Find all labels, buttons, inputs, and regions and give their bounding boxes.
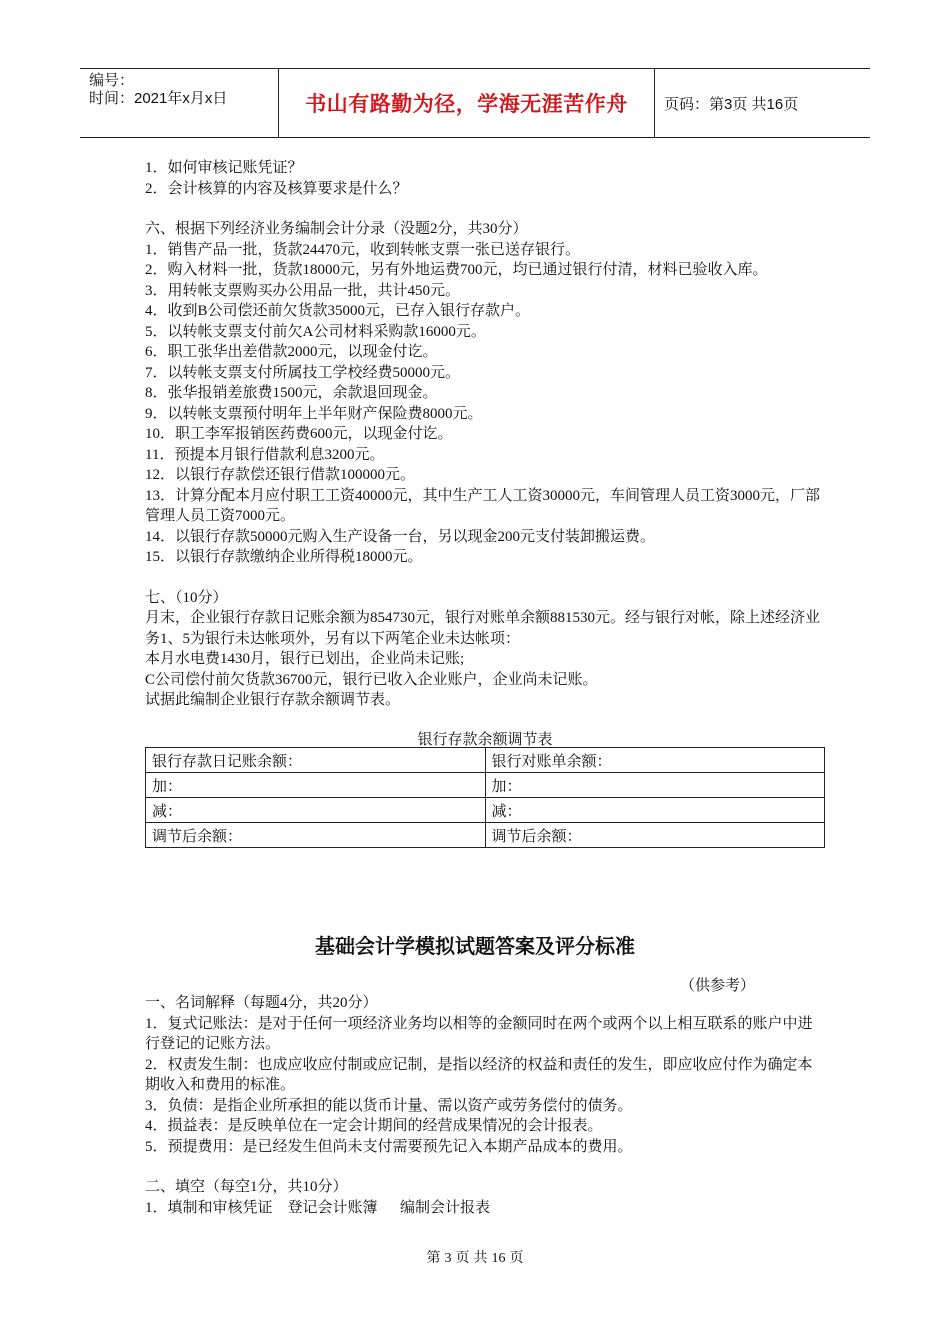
- table-row: [146, 823, 825, 848]
- entry-item: 11．预提本月银行借款利息3200元。: [145, 446, 385, 463]
- question-item: 1．如何审核记账凭证？: [145, 160, 303, 176]
- table-cell: 银行对账单余额：: [485, 748, 825, 773]
- section7-line: 试据此编制企业银行存款余额调节表。: [145, 692, 401, 708]
- upper-content: [145, 158, 825, 711]
- answer-item: 1．复式记账法：是对于任何一项经济业务均以相等的金额同时在两个或两个以上相互联系的账户中进行登记的记账方法。: [145, 1015, 813, 1052]
- entry-item: 9．以转帐支票预付明年上半年财产保险费8000元。: [145, 405, 483, 422]
- answers-title: 基础会计学模拟试题答案及评分标准: [315, 936, 635, 958]
- table-caption: 银行存款余额调节表: [417, 732, 553, 748]
- entry-item: 10．职工李军报销医药费600元，以现金付讫。: [145, 426, 453, 442]
- answer-item: 3．负债：是指企业所承担的能以货币计量、需以资产或劳务偿付的债务。: [145, 1097, 633, 1114]
- number-label: 编号：: [89, 72, 135, 89]
- answer-item: 4．损益表：是反映单位在一定会计期间的经营成果情况的会计报表。: [145, 1118, 603, 1134]
- entry-item: 14．以银行存款50000元购入生产设备一台，另以现金200元支付装卸搬运费。: [145, 528, 656, 545]
- header-meta: [80, 69, 279, 137]
- footer-page-number: 3: [444, 1251, 452, 1266]
- table-cell: 调节后余额：: [146, 823, 486, 848]
- section6-title: 六、根据下列经济业务编制会计分录（没题2分，共30分）: [145, 221, 528, 237]
- reconciliation-table: [145, 747, 825, 848]
- entry-item: 5．以转帐支票支付前欠A公司材料采购款16000元。: [145, 323, 486, 340]
- question-item: 2．会计核算的内容及核算要求是什么？: [145, 180, 408, 197]
- table-cell: 银行存款日记账余额：: [146, 748, 486, 773]
- footer-word: 页: [455, 1251, 470, 1266]
- table-row: [146, 773, 825, 798]
- footer-word: 第: [426, 1251, 441, 1266]
- table-cell: 加：: [485, 773, 825, 798]
- footer-word: 共: [473, 1251, 488, 1266]
- entry-item: 3．用转帐支票购买办公用品一批，共计450元。: [145, 282, 461, 299]
- entry-item: 13．计算分配本月应付职工工资40000元，其中生产工人工资30000元，车间管理人员工资3000元，厂部管理人员工资7000元。: [145, 487, 821, 524]
- part1-title: 一、名词解释（每题4分，共20分）: [145, 995, 378, 1011]
- entry-item: 4．收到B公司偿还前欠货款35000元，已存入银行存款户。: [145, 303, 531, 319]
- entry-item: 15．以银行存款缴纳企业所得税18000元。: [145, 549, 423, 565]
- footer-word: 页: [509, 1251, 524, 1266]
- entry-item: 12．以银行存款偿还银行借款100000元。: [145, 467, 416, 483]
- table-cell: 减：: [485, 798, 825, 823]
- footer-total-pages: 16: [491, 1251, 506, 1266]
- section7-line: 月末，企业银行存款日记账余额为854730元，银行对账单余额881530元。经与银行对帐，除上述经济业务1、5为银行未达帐项外，另有以下两笔企业未达帐项：: [145, 610, 821, 647]
- reference-note: （供参考）: [680, 978, 756, 994]
- table-cell: 减：: [146, 798, 486, 823]
- header-page-info: 页码：第3页 共16页: [664, 95, 799, 113]
- page-header: [80, 68, 870, 138]
- section7-line: C公司偿付前欠货款36700元，银行已收入企业账户，企业尚未记账。: [145, 671, 598, 688]
- entry-item: 7．以转帐支票支付所属技工学校经费50000元。: [145, 364, 461, 381]
- answer-item: 1．填制和审核凭证 登记会计账簿 编制会计报表: [145, 1199, 491, 1216]
- section7-line: 本月水电费1430月，银行已划出，企业尚未记账;: [145, 651, 465, 667]
- table-cell: 调节后余额：: [485, 823, 825, 848]
- header-motto: 书山有路勤为径，学海无涯苦作舟: [279, 69, 655, 137]
- entry-item: 6．职工张华出差借款2000元，以现金付讫。: [145, 344, 438, 360]
- page-footer: [0, 1247, 950, 1267]
- answers-content: [145, 993, 825, 1218]
- entry-item: 1．销售产品一批，货款24470元，收到转帐支票一张已送存银行。: [145, 241, 581, 258]
- entry-item: 8．张华报销差旅费1500元，余款退回现金。: [145, 385, 438, 401]
- answer-item: 2．权责发生制：也成应收应付制或应记制，是指以经济的权益和责任的发生，即应收应付作为确定本期收入和费用的标准。: [145, 1056, 813, 1093]
- section7-title: 七、（10分）: [145, 589, 228, 606]
- table-cell: 加：: [146, 773, 486, 798]
- table-row: [146, 748, 825, 773]
- time-label: 时间：2021年x月x日: [89, 90, 228, 107]
- part2-title: 二、填空（每空1分，共10分）: [145, 1179, 348, 1195]
- table-row: [146, 798, 825, 823]
- answer-item: 5．预提费用：是已经发生但尚未支付需要预先记入本期产品成本的费用。: [145, 1138, 633, 1155]
- entry-item: 2．购入材料一批，货款18000元，另有外地运费700元，均已通过银行付清，材料已验收入库。: [145, 262, 768, 278]
